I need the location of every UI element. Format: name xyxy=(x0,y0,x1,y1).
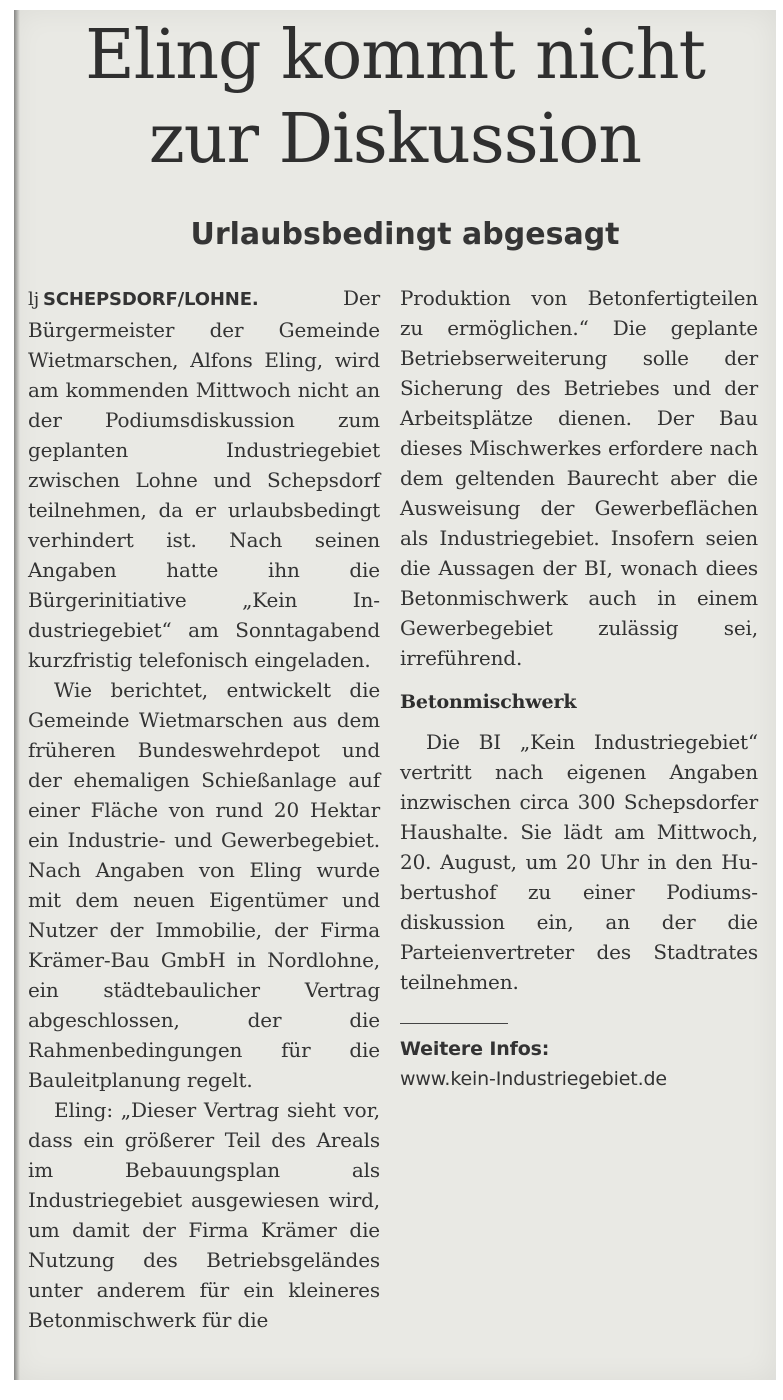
paragraph-1: Der Bürgermeister der Gemeinde Wietmarschen, Alfons Eling, wird am kommenden Mittwoch nicht an der Podiumsdiskussion zum geplanten Industriegebiet zwischen Lohne und Schepsdorf teilnehmen, da er urlaubsbedingt verhindert ist. Nach seinen Angaben hatte ihn die Bürgerinitiative „Kein Industriegebiet“ am Sonntagabend kurzfristig telefonisch eingeladen. xyxy=(28,286,380,672)
article-headline xyxy=(20,14,770,182)
article-subheadline: Urlaubsbedingt abgesagt xyxy=(190,217,620,252)
paragraph-3: Eling: „Dieser Vertrag sieht vor, dass ein größerer Teil des Areals im Bebauungsplan als Industriegebiet ausgewiesen wird, um damit der Firma Krämer die Nutzung des Betriebsgeländes unter anderem für ein kleineres Betonmischwerk für die xyxy=(28,1098,380,1332)
info-label: Weitere Infos: xyxy=(400,1038,550,1060)
author-initials: lj xyxy=(28,289,40,310)
paragraph-3-continued: Produktion von Betonfertigteilen zu ermöglichen.“ Die geplante Betriebserweiterung solle der Sicherung des Betriebes und der Arbeitsplätze dienen. Der Bau dieses Mischwerkes erfordere nach dem geltenden Baurecht aber die Ausweisung der Gewerbeflächen als Industriegebiet. Insofern seien die Aussagen der BI, wonach diees Betonmischwerk auch in einem Gewerbegebiet zulässig sei, irreführend. xyxy=(400,286,758,670)
text-column-right xyxy=(400,283,758,1094)
info-url: www.kein-Industriegebiet.de xyxy=(400,1068,667,1090)
info-divider xyxy=(400,1023,508,1024)
headline-line-2: zur Diskussion xyxy=(148,100,642,179)
paragraph-2: Wie berichtet, entwickelt die Gemeinde Wietmarschen aus dem früheren Bundeswehrdepot und der ehemaligen Schießanlage auf einer Fläche von rund 20 Hektar ein Industrie- und Gewerbegebiet. Nach Angaben von Eling wurde mit dem neuen Eigentümer und Nutzer der Immobilie, der Firma Krämer-Bau GmbH in Nordlohne, ein städtebaulicher Vertrag abgeschlossen, der die Rahmenbedingungen für die Bauleitplanung regelt. xyxy=(28,678,380,1092)
section-heading: Betonmischwerk xyxy=(400,691,577,713)
headline-line-1: Eling kommt nicht xyxy=(85,16,705,95)
dateline: SCHEPSDORF/LOHNE. xyxy=(43,289,259,310)
paragraph-4: Die BI „Kein Industriegebiet“ vertritt nach eigenen Angaben inzwischen circa 300 Schepsdorfer Haushalte. Sie lädt am Mittwoch, 20. August, um 20 Uhr in den Hubertushof zu einer Podiumsdiskussion ein, an der die Parteienvertreter des Stadtrates teilnehmen. xyxy=(400,730,758,994)
text-column-left xyxy=(28,283,380,1335)
lead-paragraph xyxy=(28,283,380,675)
